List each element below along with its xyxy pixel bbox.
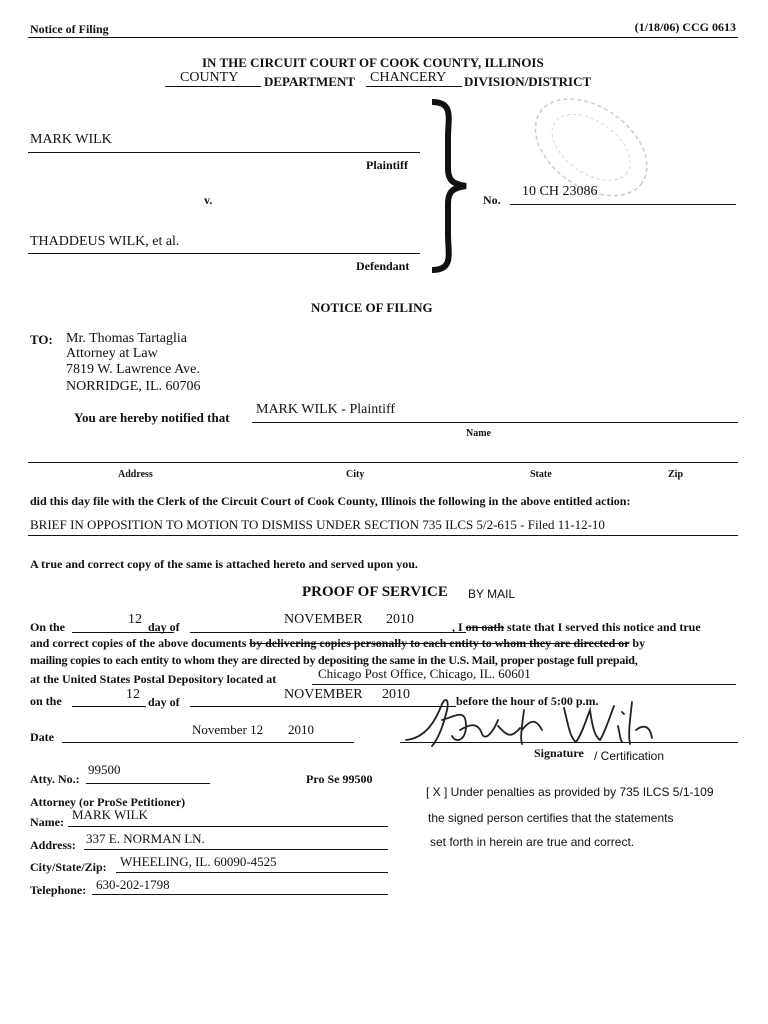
pro-se-number: Pro Se 99500: [306, 772, 373, 786]
defendant-line: [28, 253, 420, 254]
day2-value: 12: [126, 687, 140, 702]
case-brace-icon: [418, 98, 474, 274]
signature-icon: [396, 690, 676, 754]
certification-line-1: [ X ] Under penalties as provided by 735 ILCS 5/1-109: [426, 785, 714, 799]
city-label: City: [346, 469, 365, 480]
court-heading: IN THE CIRCUIT COURT OF COOK COUNTY, ILLINOIS: [202, 55, 544, 70]
attorney-heading: Attorney (or ProSe Petitioner): [30, 795, 186, 809]
telephone-label: Telephone:: [30, 883, 87, 897]
document-filed: BRIEF IN OPPOSITION TO MOTION TO DISMISS UNDER SECTION 735 ILCS 5/2-615 - Filed 11-12-10: [30, 517, 605, 532]
address-label: Address: [118, 469, 153, 480]
on-the-lower-label: on the: [30, 694, 62, 708]
signature-label: Signature: [534, 746, 584, 760]
case-number: 10 CH 23086: [522, 184, 598, 199]
state-label: State: [530, 469, 552, 480]
statement-post: state that I served this notice and true: [507, 620, 701, 634]
county-value: COUNTY: [180, 70, 239, 85]
signature-line: [400, 742, 738, 743]
statement-pre: , I: [452, 620, 463, 634]
zip-label: Zip: [668, 469, 684, 480]
day-of-label: day of: [148, 620, 180, 634]
atty-no-line: [86, 783, 210, 784]
year-value: 2010: [386, 612, 414, 627]
on-the-label: On the: [30, 620, 66, 634]
name-label: Name: [466, 428, 491, 439]
certification-line-3: set forth in herein are true and correct.: [430, 835, 635, 849]
notice-title: NOTICE OF FILING: [311, 300, 433, 315]
city-field-label: City/State/Zip:: [30, 860, 107, 874]
day2-line: [72, 706, 146, 707]
line2-strike: by delivering copies personally to each entity to whom they are directed or: [249, 636, 630, 650]
date-value: November 12: [192, 722, 264, 737]
date-line: [62, 742, 354, 743]
defendant-label: Defendant: [356, 259, 410, 273]
day2-of-label: day of: [148, 695, 180, 709]
versus-text: v.: [204, 193, 213, 207]
recipient-line-4: NORRIDGE, IL. 60706: [66, 379, 201, 394]
form-title: Notice of Filing: [30, 22, 109, 36]
division-label: DIVISION/DISTRICT: [464, 74, 592, 89]
case-number-line: [510, 204, 736, 205]
notified-value: MARK WILK - Plaintiff: [256, 402, 396, 417]
attorney-address: 337 E. NORMAN LN.: [86, 831, 205, 846]
location-line: [312, 684, 736, 685]
month-line: [190, 632, 466, 633]
attorney-name-line: [68, 826, 388, 827]
recipient-line-2: Attorney at Law: [66, 346, 158, 361]
division-value: CHANCERY: [370, 70, 447, 85]
attorney-city-line: [116, 872, 388, 873]
notified-line: [252, 422, 738, 423]
address-line: [28, 462, 738, 463]
attorney-telephone: 630-202-1798: [96, 877, 170, 892]
atty-no-value: 99500: [88, 762, 121, 777]
certification-label: / Certification: [594, 749, 665, 763]
atty-no-label: Atty. No.:: [30, 772, 80, 786]
recipient-line-1: Mr. Thomas Tartaglia: [66, 331, 187, 346]
department-label: DEPARTMENT: [264, 74, 356, 89]
defendant-name: THADDEUS WILK, et al.: [30, 234, 180, 249]
division-line: [366, 86, 462, 87]
statement-line-1: [452, 620, 701, 635]
certification-line-2: the signed person certifies that the statements: [428, 811, 674, 825]
on-oath-strike: on oath: [465, 620, 505, 634]
notified-text: You are hereby notified that: [74, 410, 230, 425]
month2-value: NOVEMBER: [284, 687, 363, 702]
document-line: [28, 535, 738, 536]
copy-text: A true and correct copy of the same is attached hereto and served upon you.: [30, 557, 418, 571]
date-label: Date: [30, 730, 54, 744]
statement-line-4: at the United States Postal Depository located at: [30, 672, 277, 686]
date-year: 2010: [288, 722, 314, 737]
statement-line-2: [30, 636, 645, 651]
location-value: Chicago Post Office, Chicago, IL. 60601: [318, 666, 531, 681]
day-value: 12: [128, 612, 142, 627]
month-value: NOVEMBER: [284, 612, 363, 627]
address-field-label: Address:: [30, 838, 76, 852]
statement-line-3: mailing copies to each entity to whom they are directed by depositing the same in the U.S. Mail, proper postage full prepaid,: [30, 653, 638, 667]
attorney-name: MARK WILK: [72, 807, 148, 822]
recipient-line-3: 7819 W. Lawrence Ave.: [66, 362, 200, 377]
plaintiff-line: [28, 152, 420, 153]
by-mail: BY MAIL: [468, 587, 516, 601]
attorney-address-line: [84, 849, 388, 850]
year2-value: 2010: [382, 687, 410, 702]
filed-text: did this day file with the Clerk of the Circuit Court of Cook County, Illinois the following in the above entitled action:: [30, 494, 631, 508]
header-rule: [28, 37, 738, 38]
telephone-line: [92, 894, 388, 895]
to-label: TO:: [30, 332, 53, 347]
proof-title: PROOF OF SERVICE: [302, 584, 448, 600]
attorney-city: WHEELING, IL. 60090-4525: [120, 854, 277, 869]
name-field-label: Name:: [30, 815, 64, 829]
line2-post: by: [632, 636, 646, 650]
form-code: (1/18/06) CCG 0613: [634, 20, 736, 34]
county-line: [165, 86, 261, 87]
line2-pre: and correct copies of the above documents: [30, 636, 247, 650]
plaintiff-label: Plaintiff: [366, 158, 408, 172]
plaintiff-name: MARK WILK: [30, 132, 112, 147]
before-hour-text: before the hour of 5:00 p.m.: [456, 694, 599, 708]
case-no-label: No.: [483, 193, 501, 207]
